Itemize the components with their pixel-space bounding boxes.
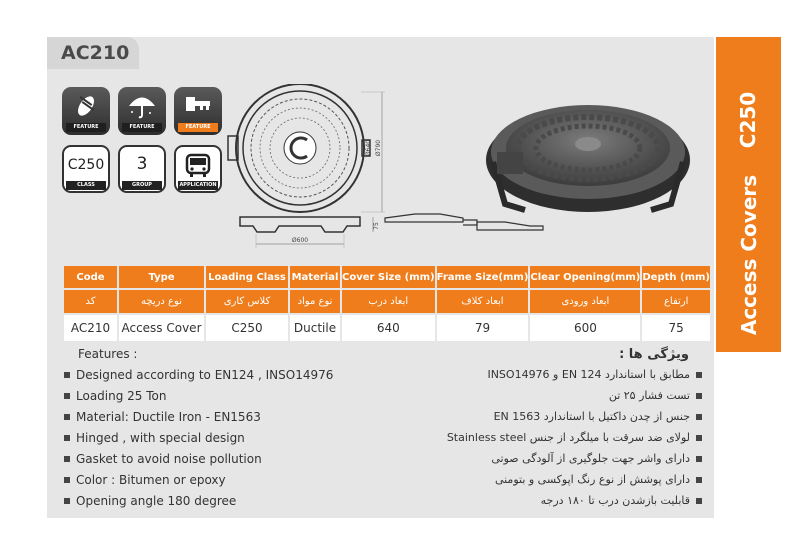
header-fa: کلاس کاری (206, 290, 288, 313)
list-item: قابلیت بازشدن درب تا ۱۸۰ درجه (447, 492, 704, 513)
cell-type: Access Cover (119, 315, 204, 341)
list-item: دارای واشر جهت جلوگیری از آلودگی صوتی (447, 450, 704, 471)
list-item: Color : Bitumen or epoxy (62, 471, 333, 492)
tile-caption: FEATURE (122, 123, 162, 132)
tile-caption: CLASS (66, 181, 106, 190)
header-type: Type (119, 266, 204, 288)
spec-table (62, 264, 712, 343)
feature-tile-umbrella (118, 87, 166, 135)
header-fa: ابعاد درب (342, 290, 435, 313)
header-fa: کد (64, 290, 117, 313)
cell-clear-opening: 600 (530, 315, 640, 341)
features-title: Features : (78, 347, 138, 361)
table-header-row-fa (64, 290, 710, 313)
umbrella-icon (126, 91, 158, 119)
tile-caption: FEATURE (178, 123, 218, 132)
cell-cover-size: 640 (342, 315, 435, 341)
top-view (228, 84, 385, 212)
tile-caption: FEATURE (66, 123, 106, 132)
tile-caption: GROUP (122, 181, 162, 190)
list-item: جنس از چدن داکتیل با استاندارد EN 1563 (447, 408, 704, 429)
bus-icon (183, 152, 213, 180)
header-fa: نوع دریچه (119, 290, 204, 313)
header-loading-class: Loading Class (206, 266, 288, 288)
table-row (64, 315, 710, 341)
side-class: C250 (736, 91, 760, 149)
list-item: Hinged , with special design (62, 429, 333, 450)
header-fa: ابعاد کلاف (437, 290, 529, 313)
list-item: Designed according to EN124 , INSO14976 (62, 366, 333, 387)
list-item: تست فشار ۲۵ تن (447, 387, 704, 408)
dim-cover: Ø640 (365, 139, 372, 157)
header-code: Code (64, 266, 117, 288)
cell-depth: 75 (642, 315, 710, 341)
group-value: 3 (136, 154, 148, 174)
header-depth: Depth (mm) (642, 266, 710, 288)
list-item: Material: Ductile Iron - EN1563 (62, 408, 333, 429)
list-item: Gasket to avoid noise pollution (62, 450, 333, 471)
list-item: مطابق با استاندارد EN 124 و INSO14976 (447, 366, 704, 387)
header-fa: نوع مواد (290, 290, 340, 313)
features-title-fa: ویژگی ها : (619, 347, 689, 362)
tile-caption: APPLICATION (179, 182, 217, 188)
table-header-row (64, 266, 710, 288)
hinge-icon (182, 91, 214, 119)
foot-icon (70, 91, 102, 119)
list-item: دارای پوشش از نوع رنگ اپوکسی و بتومنی (447, 471, 704, 492)
feature-tile-hinge (174, 87, 222, 135)
feature-tile-foot (62, 87, 110, 135)
side-category: Access Covers (736, 174, 761, 335)
class-tile (62, 145, 110, 193)
group-tile (118, 145, 166, 193)
features-list (62, 366, 333, 513)
features-list-fa (447, 366, 704, 513)
category-side-bar (716, 37, 781, 352)
list-item: Opening angle 180 degree (62, 492, 333, 513)
header-clear-opening: Clear Opening(mm) (530, 266, 640, 288)
cell-frame-size: 79 (437, 315, 529, 341)
header-fa: ارتفاع (642, 290, 710, 313)
cell-code: AC210 (64, 315, 117, 341)
class-value: C250 (67, 157, 105, 173)
dim-opening: Ø600 (291, 237, 309, 244)
cell-material: Ductile (290, 315, 340, 341)
header-cover-size: Cover Size (mm) (342, 266, 435, 288)
header-fa: ابعاد ورودی (530, 290, 640, 313)
header-material: Material (290, 266, 340, 288)
dim-height: 75 (373, 222, 380, 230)
header-frame-size: Frame Size(mm) (437, 266, 529, 288)
product-photo (483, 92, 693, 217)
list-item: Loading 25 Ton (62, 387, 333, 408)
list-item: لولای ضد سرقت با میلگرد از جنس Stainless steel (447, 429, 704, 450)
product-code-tab: AC210 (47, 37, 139, 69)
application-tile (174, 145, 222, 193)
dim-frame: Ø790 (375, 139, 382, 157)
cell-loading-class: C250 (206, 315, 288, 341)
